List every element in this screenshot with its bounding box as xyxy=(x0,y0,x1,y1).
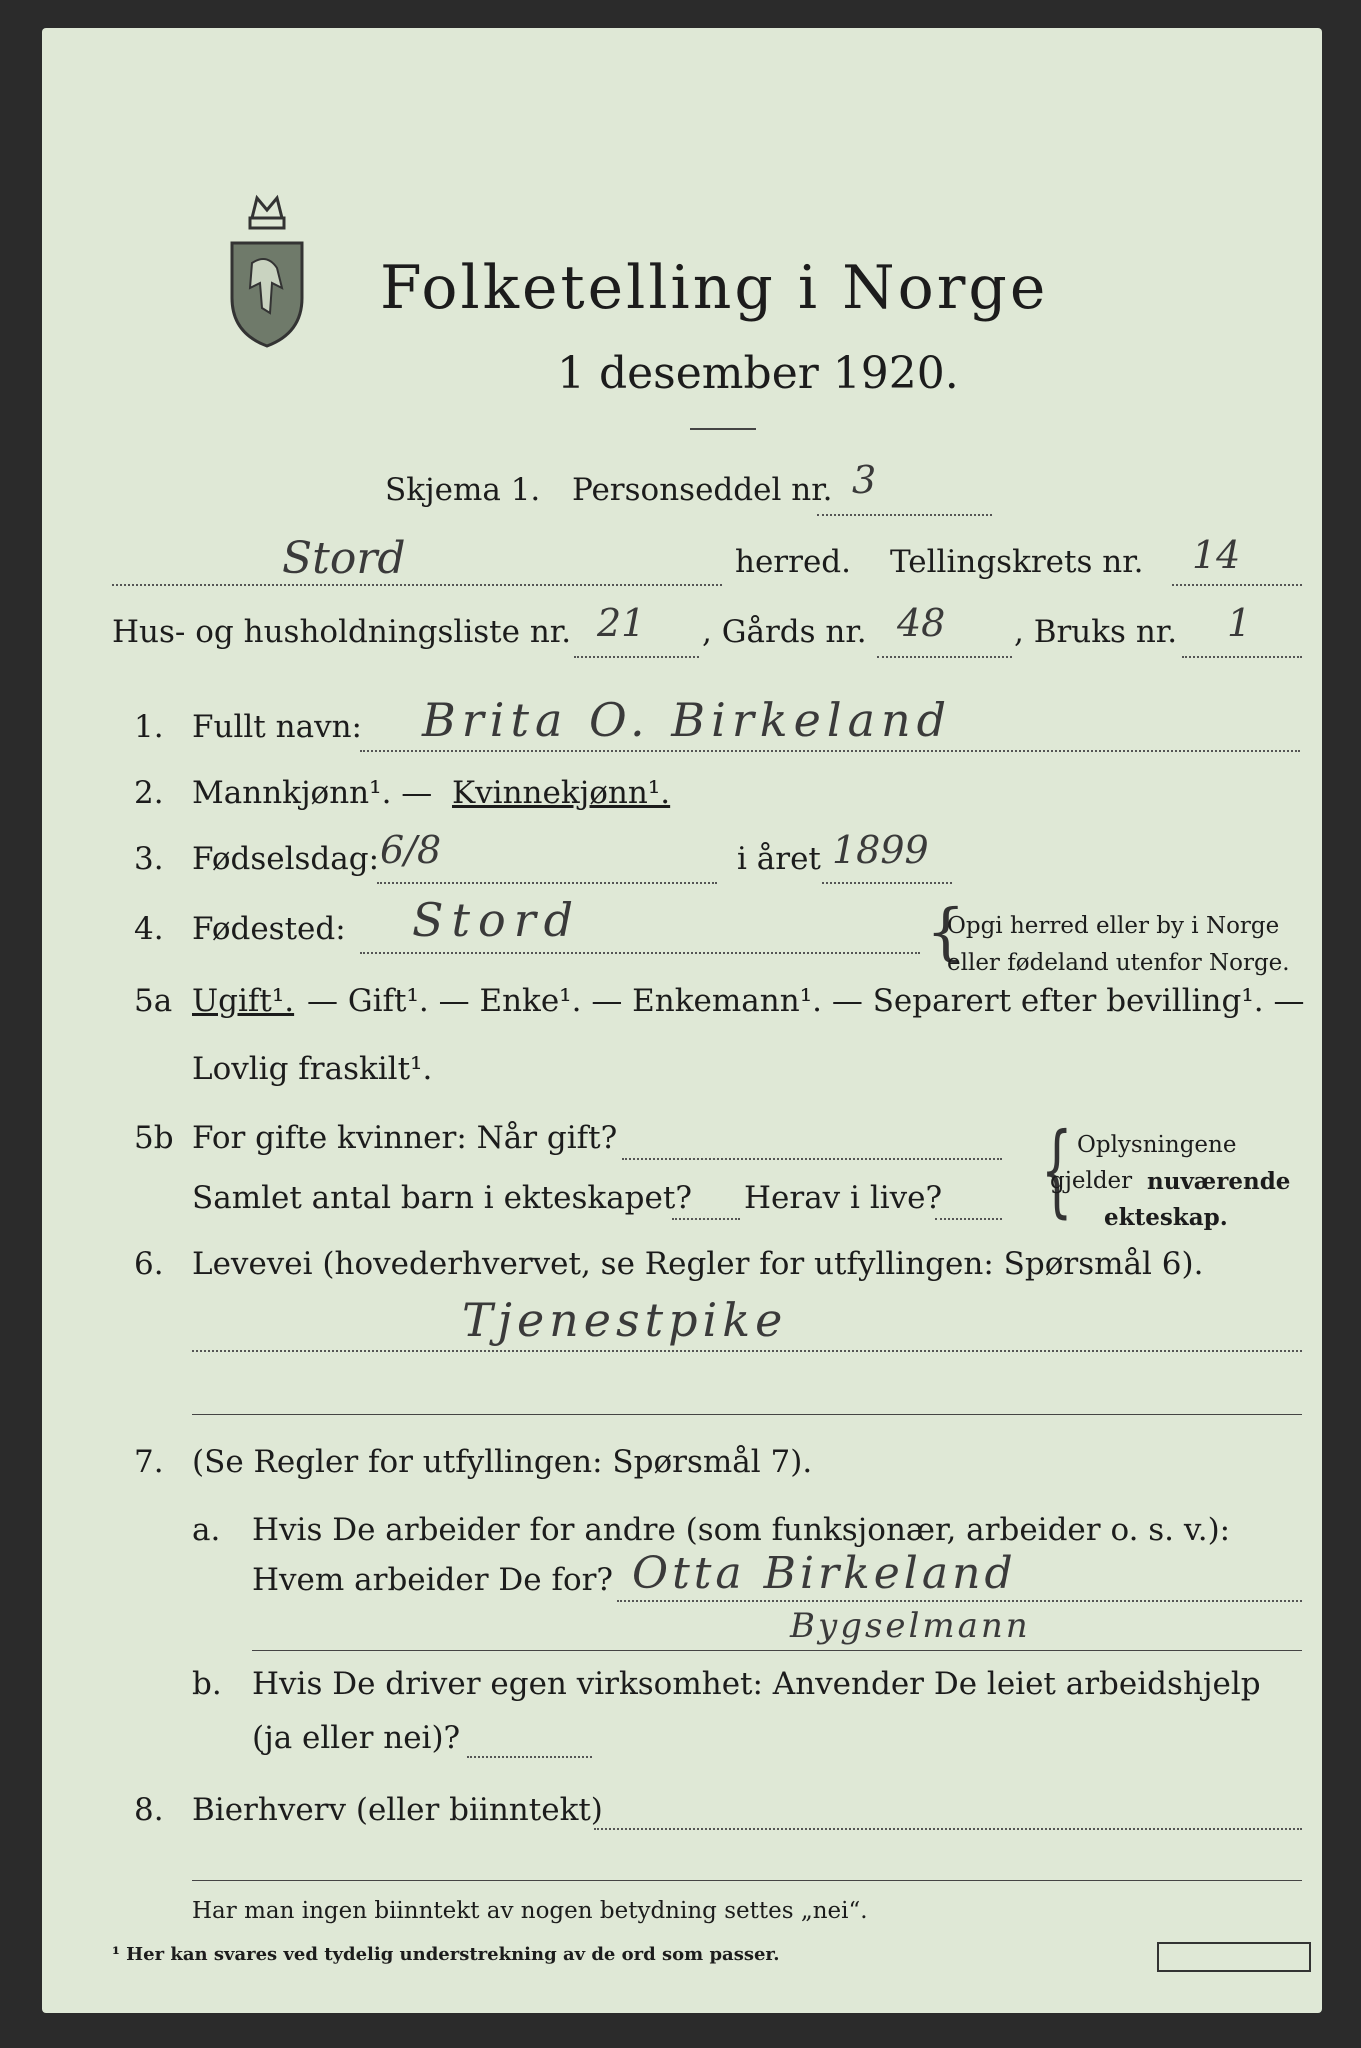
q3-aaret-label: i året xyxy=(737,841,821,877)
q8-label: Bierhverv (eller biinntekt) xyxy=(192,1792,603,1828)
q5a-ugift-underlined: Ugift¹. xyxy=(192,983,295,1019)
hus-line xyxy=(574,656,699,658)
personseddel-line xyxy=(817,514,992,516)
title-divider xyxy=(690,428,756,430)
q8-number: 8. xyxy=(134,1792,164,1828)
skjema-label: Skjema 1. xyxy=(385,472,541,508)
personseddel-value: 3 xyxy=(852,458,877,502)
tellingskrets-label: Tellingskrets nr. xyxy=(890,544,1144,580)
q4-line xyxy=(360,952,920,954)
q6-line-2 xyxy=(192,1414,1302,1415)
norway-coat-of-arms-icon xyxy=(222,188,312,348)
q5b-number: 5b xyxy=(134,1120,174,1156)
q1-full-name: Brita O. Birkeland xyxy=(422,693,953,747)
q5b-herav: Herav i live? xyxy=(744,1180,943,1216)
q2-mannkjonn: Mannkjønn¹. — xyxy=(192,775,433,811)
q7a-line-2: Hvem arbeider De for? xyxy=(252,1562,614,1598)
q2-kvinnekjonn-underlined: Kvinnekjønn¹. xyxy=(452,775,671,811)
q5b-barn-line xyxy=(672,1218,740,1220)
q3-line xyxy=(377,882,717,884)
herred-line xyxy=(112,584,722,586)
q4-number: 4. xyxy=(134,911,164,947)
q3-year: 1899 xyxy=(832,828,929,872)
q6-number: 6. xyxy=(134,1246,164,1282)
herred-label: herred. xyxy=(735,544,851,580)
q7a-line-2-rule xyxy=(252,1650,1302,1651)
q5a-lovlig-fraskilt: Lovlig fraskilt¹. xyxy=(192,1051,433,1087)
q5b-note-1: Oplysningene xyxy=(1077,1132,1237,1158)
census-date: 1 desember 1920. xyxy=(557,348,959,399)
footnote: ¹ Her kan svares ved tydelig understrekning av de ord som passer. xyxy=(112,1944,780,1965)
personseddel-label: Personseddel nr. xyxy=(572,472,833,508)
gards-value: 48 xyxy=(897,601,946,645)
q4-note-1: Opgi herred eller by i Norge xyxy=(947,913,1280,939)
q5b-note-2a: gjelder xyxy=(1050,1168,1133,1194)
q1-line xyxy=(360,750,1300,752)
tellingskrets-line xyxy=(1172,584,1302,586)
q4-brace: { xyxy=(926,895,966,968)
q8-line xyxy=(594,1828,1302,1830)
q7b-line-2: (ja eller nei)? xyxy=(252,1720,461,1756)
q7a-line xyxy=(617,1600,1302,1602)
q5a-options: — Gift¹. — Enke¹. — Enkemann¹. — Separert efter bevilling¹. — xyxy=(307,983,1305,1019)
herred-value: Stord xyxy=(282,533,406,584)
bruks-line xyxy=(1182,656,1302,658)
q7b-line xyxy=(467,1756,592,1758)
q5a-number: 5a xyxy=(134,983,173,1019)
q7-label: (Se Regler for utfyllingen: Spørsmål 7). xyxy=(192,1444,813,1480)
q7a-employer: Otta Birkeland xyxy=(632,1548,1017,1599)
bruks-label: , Bruks nr. xyxy=(1014,614,1178,650)
q5b-note-3: ekteskap. xyxy=(1104,1204,1228,1231)
q6-occupation: Tjenestpike xyxy=(462,1293,788,1347)
hus-value: 21 xyxy=(597,601,646,645)
q7a-letter: a. xyxy=(192,1512,221,1548)
q3-number: 3. xyxy=(134,841,164,877)
q5b-line-2: Samlet antal barn i ekteskapet? xyxy=(192,1180,692,1216)
q7b-letter: b. xyxy=(192,1666,222,1702)
q7-number: 7. xyxy=(134,1444,164,1480)
q4-note-2: eller fødeland utenfor Norge. xyxy=(947,950,1290,976)
bruks-value: 1 xyxy=(1227,601,1252,645)
q5b-live-line xyxy=(935,1218,1002,1220)
q7a-line-1: Hvis De arbeider for andre (som funksjonær, arbeider o. s. v.): xyxy=(252,1512,1231,1548)
biinntekt-note: Har man ingen biinntekt av nogen betydning settes „nei“. xyxy=(192,1898,868,1924)
q5b-note-2b: nuværende xyxy=(1147,1168,1291,1195)
q7a-employer-title: Bygselmann xyxy=(790,1606,1031,1646)
q6-label: Levevei (hovederhvervet, se Regler for utfyllingen: Spørsmål 6). xyxy=(192,1246,1204,1282)
census-form-page xyxy=(42,28,1322,2013)
tellingskrets-value: 14 xyxy=(1192,533,1241,577)
q5b-line-1: For gifte kvinner: Når gift? xyxy=(192,1120,618,1156)
q1-number: 1. xyxy=(134,709,164,745)
q8-line-2 xyxy=(192,1880,1302,1881)
q5b-gift-line xyxy=(622,1158,1002,1160)
printer-stamp xyxy=(1157,1942,1311,1972)
gards-line xyxy=(877,656,1012,658)
q7b-line-1: Hvis De driver egen virksomhet: Anvender De leiet arbeidshjelp xyxy=(252,1666,1261,1702)
gards-label: , Gårds nr. xyxy=(702,614,867,650)
q4-birthplace: Stord xyxy=(412,893,582,947)
form-title: Folketelling i Norge xyxy=(380,253,1049,323)
q3-birthday: 6/8 xyxy=(380,828,442,872)
q6-line-1 xyxy=(192,1350,1302,1352)
q3-year-line xyxy=(822,882,952,884)
q2-number: 2. xyxy=(134,775,164,811)
q5b-brace: { xyxy=(1040,1111,1073,1228)
hus-label: Hus- og husholdningsliste nr. xyxy=(112,614,572,650)
q1-label: Fullt navn: xyxy=(192,709,362,745)
q3-label: Fødselsdag: xyxy=(192,841,380,877)
q4-label: Fødested: xyxy=(192,911,346,947)
